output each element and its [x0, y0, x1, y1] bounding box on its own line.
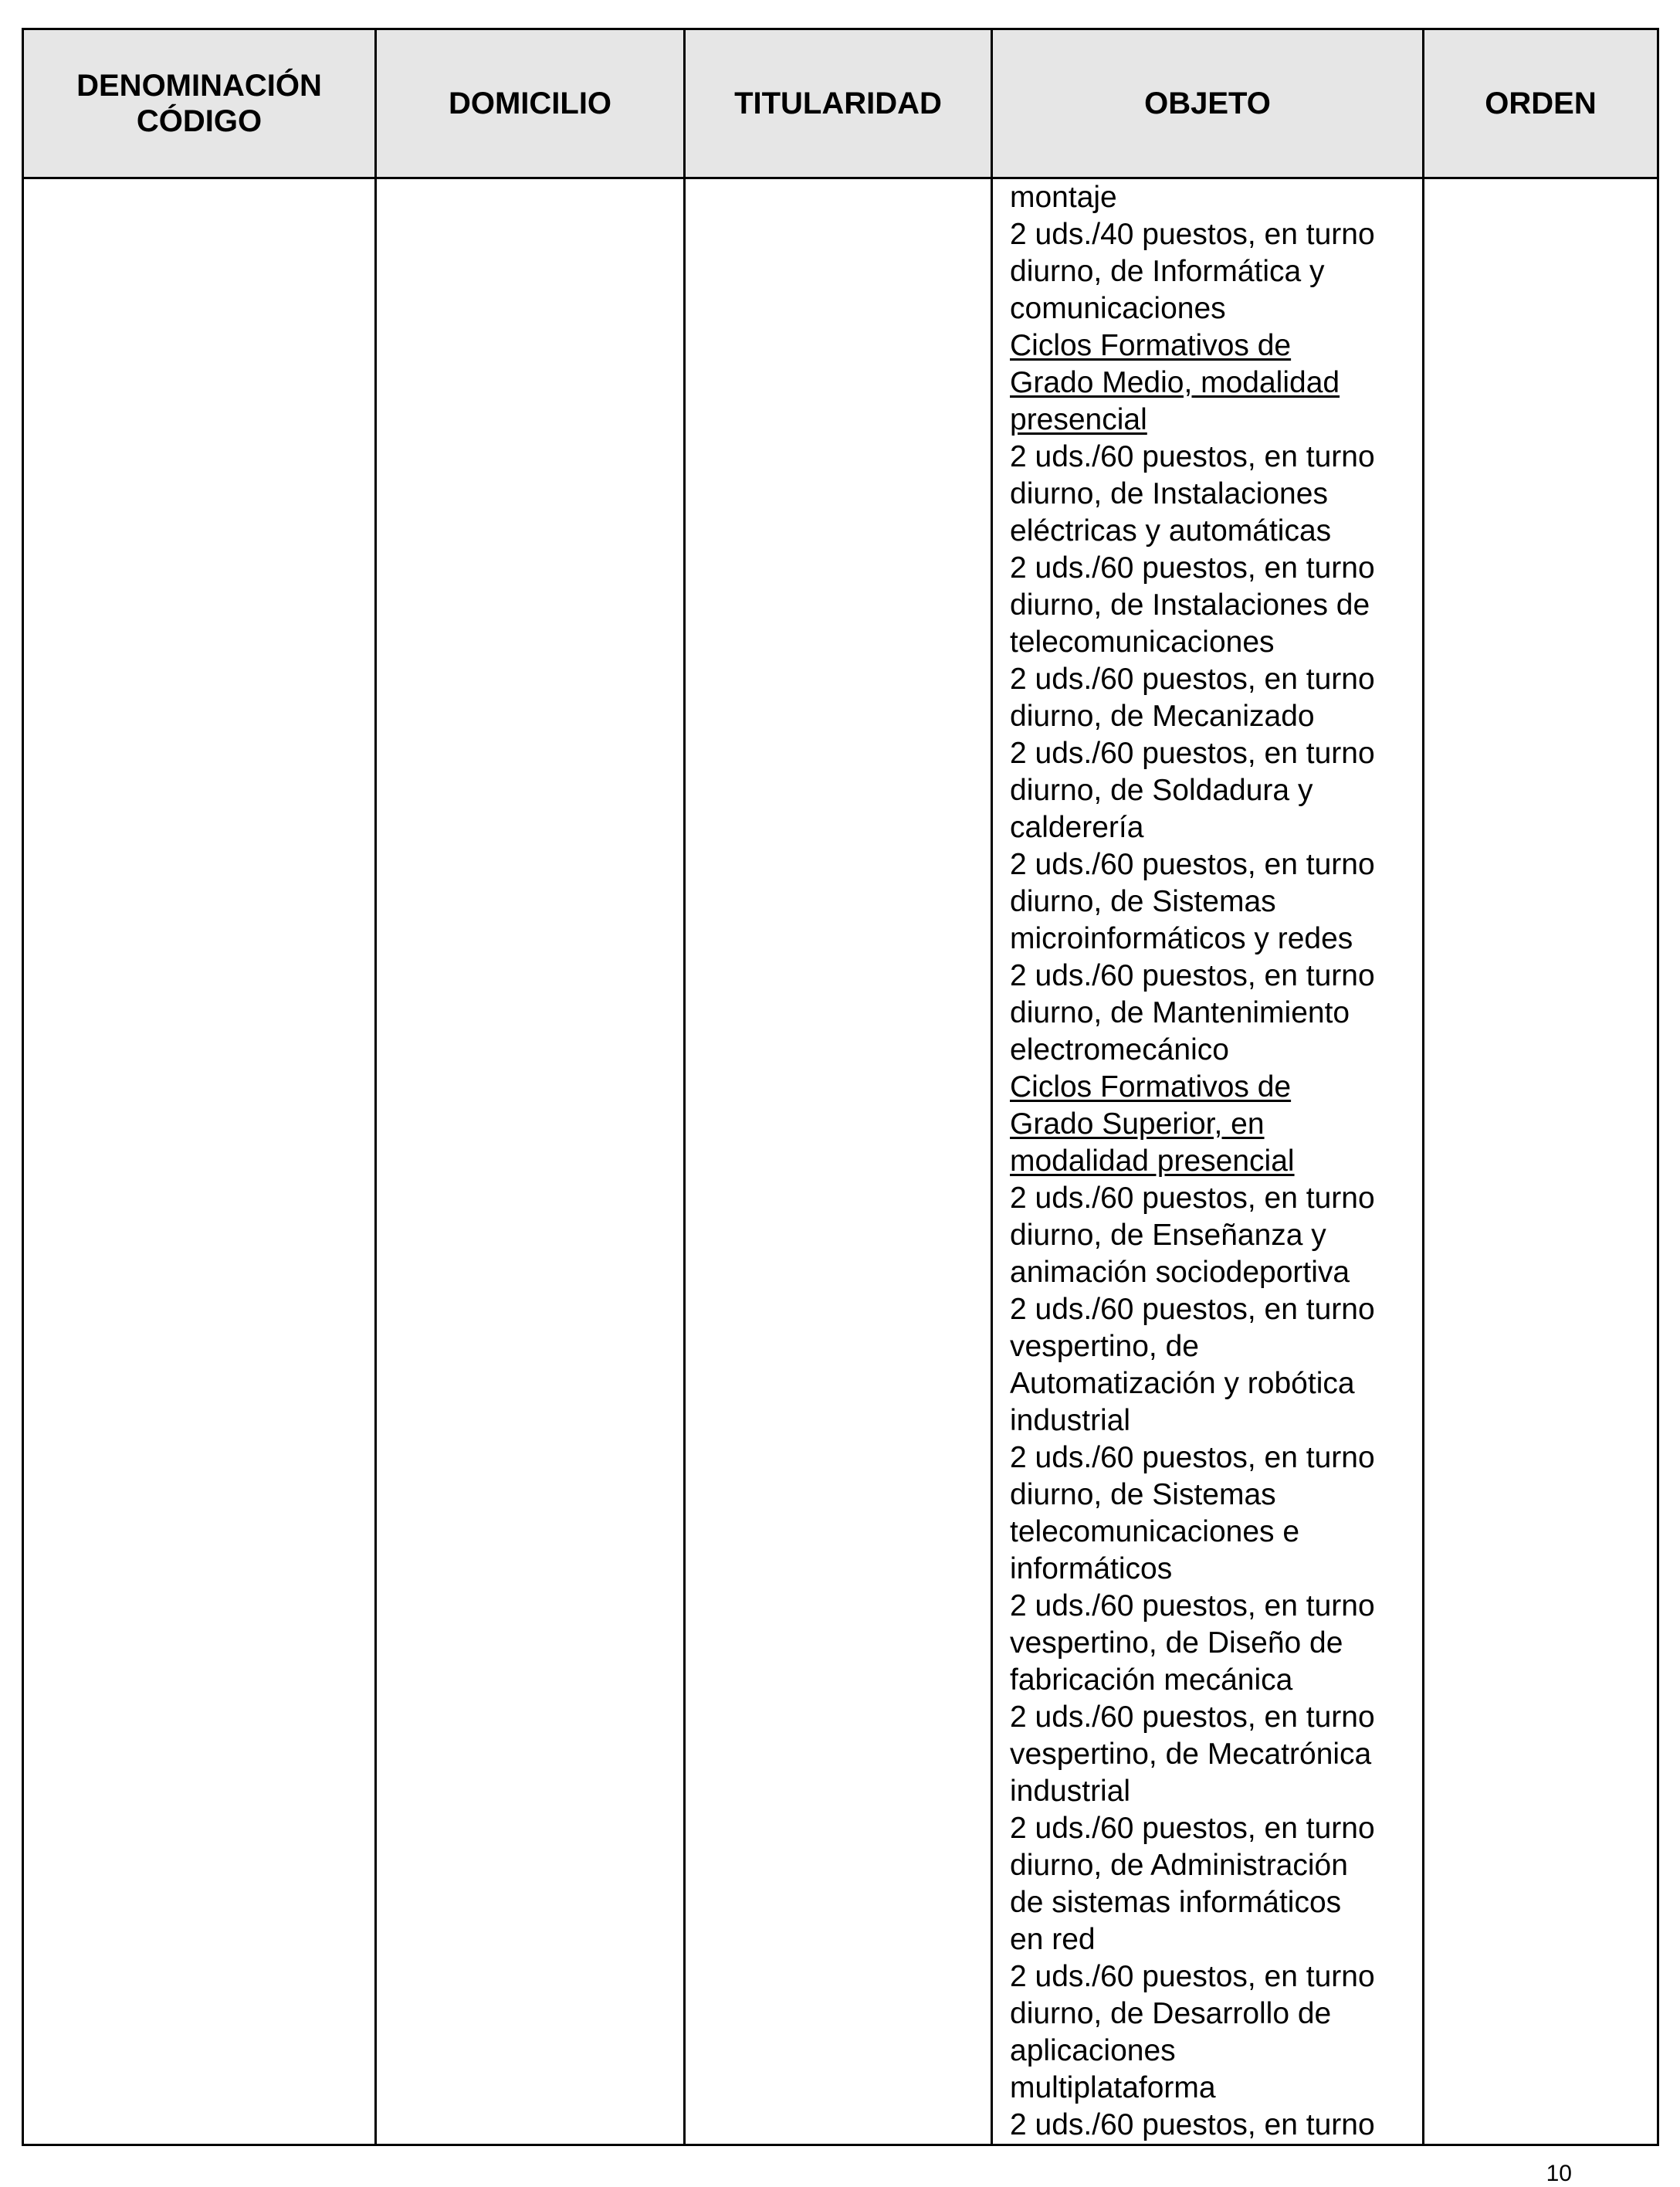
cell-domicilio: [376, 178, 685, 2145]
objeto-line: 2 uds./60 puestos, en turno: [1010, 1589, 1375, 1622]
objeto-line: diurno, de Soldadura y: [1010, 774, 1313, 807]
column-header-titularidad: [685, 29, 992, 178]
objeto-line: multiplataforma: [1010, 2071, 1216, 2104]
objeto-line: aplicaciones: [1010, 2034, 1176, 2067]
objeto-line: Automatización y robótica: [1010, 1367, 1355, 1400]
column-header-denominacion-codigo: [23, 29, 376, 178]
objeto-line: 2 uds./60 puestos, en turno: [1010, 1441, 1375, 1474]
header-domicilio: DOMICILIO: [448, 86, 612, 120]
objeto-line: diurno, de Sistemas: [1010, 885, 1276, 918]
objeto-line: diurno, de Administración: [1010, 1849, 1348, 1882]
centers-table: [22, 28, 1659, 2146]
objeto-line: 2 uds./60 puestos, en turno: [1010, 1182, 1375, 1215]
objeto-line: 2 uds./40 puestos, en turno: [1010, 218, 1375, 251]
objeto-line: 2 uds./60 puestos, en turno: [1010, 959, 1375, 992]
objeto-section-heading-line: Ciclos Formativos de: [1010, 329, 1292, 362]
cell-objeto: [992, 178, 1424, 2145]
objeto-line: en red: [1010, 1923, 1096, 1956]
objeto-line: microinformáticos y redes: [1010, 922, 1353, 955]
objeto-line: vespertino, de: [1010, 1330, 1199, 1363]
objeto-line: 2 uds./60 puestos, en turno: [1010, 551, 1375, 585]
objeto-line: industrial: [1010, 1775, 1131, 1808]
objeto-line: montaje: [1010, 181, 1117, 214]
objeto-line: 2 uds./60 puestos, en turno: [1010, 440, 1375, 473]
objeto-line: diurno, de Sistemas: [1010, 1478, 1276, 1511]
objeto-line: diurno, de Enseñanza y: [1010, 1219, 1326, 1252]
table-header-row: [23, 29, 1658, 178]
objeto-line: telecomunicaciones: [1010, 626, 1275, 659]
cell-denominacion-codigo: [23, 178, 376, 2145]
objeto-line: diurno, de Instalaciones de: [1010, 588, 1370, 622]
objeto-line: 2 uds./60 puestos, en turno: [1010, 1812, 1375, 1845]
objeto-line: de sistemas informáticos: [1010, 1886, 1342, 1919]
objeto-line: eléctricas y automáticas: [1010, 514, 1332, 548]
column-header-domicilio: [376, 29, 685, 178]
page-number: 10: [1546, 2161, 1572, 2186]
objeto-line: 2 uds./60 puestos, en turno: [1010, 737, 1375, 770]
header-objeto: OBJETO: [1144, 86, 1271, 120]
objeto-line: diurno, de Instalaciones: [1010, 477, 1328, 510]
header-titularidad: TITULARIDAD: [734, 86, 942, 120]
objeto-line: electromecánico: [1010, 1033, 1229, 1066]
objeto-line: diurno, de Mantenimiento: [1010, 996, 1350, 1029]
objeto-text: [1010, 179, 1408, 2144]
cell-titularidad: [685, 178, 992, 2145]
objeto-line: informáticos: [1010, 1552, 1173, 1585]
objeto-line: 2 uds./60 puestos, en turno: [1010, 1293, 1375, 1326]
objeto-line: calderería: [1010, 811, 1144, 844]
objeto-line: diurno, de Desarrollo de: [1010, 1997, 1332, 2030]
objeto-line: comunicaciones: [1010, 292, 1226, 325]
objeto-line: 2 uds./60 puestos, en turno: [1010, 663, 1375, 696]
objeto-line: industrial: [1010, 1404, 1131, 1437]
objeto-line: 2 uds./60 puestos, en turno: [1010, 1700, 1375, 1734]
objeto-section-heading-line: presencial: [1010, 403, 1147, 436]
header-denominacion: DENOMINACIÓN: [76, 69, 322, 103]
header-codigo: CÓDIGO: [136, 104, 262, 138]
header-orden: ORDEN: [1485, 86, 1597, 120]
objeto-section-heading-line: Ciclos Formativos de: [1010, 1070, 1292, 1104]
objeto-line: vespertino, de Mecatrónica: [1010, 1738, 1372, 1771]
objeto-line: animación sociodeportiva: [1010, 1256, 1350, 1289]
table-row: [23, 178, 1658, 2145]
column-header-objeto: [992, 29, 1424, 178]
objeto-line: vespertino, de Diseño de: [1010, 1626, 1343, 1660]
objeto-line: 2 uds./60 puestos, en turno: [1010, 848, 1375, 881]
objeto-section-heading-line: Grado Superior, en: [1010, 1107, 1265, 1141]
objeto-line: 2 uds./60 puestos, en turno: [1010, 1960, 1375, 1993]
objeto-section-heading-line: modalidad presencial: [1010, 1144, 1295, 1178]
objeto-section-heading-line: Grado Medio, modalidad: [1010, 366, 1340, 399]
cell-orden: [1424, 178, 1658, 2145]
objeto-line: 2 uds./60 puestos, en turno: [1010, 2108, 1375, 2141]
objeto-line: diurno, de Informática y: [1010, 255, 1325, 288]
objeto-line: telecomunicaciones e: [1010, 1515, 1300, 1548]
objeto-line: fabricación mecánica: [1010, 1663, 1293, 1697]
column-header-orden: [1424, 29, 1658, 178]
objeto-line: diurno, de Mecanizado: [1010, 700, 1315, 733]
